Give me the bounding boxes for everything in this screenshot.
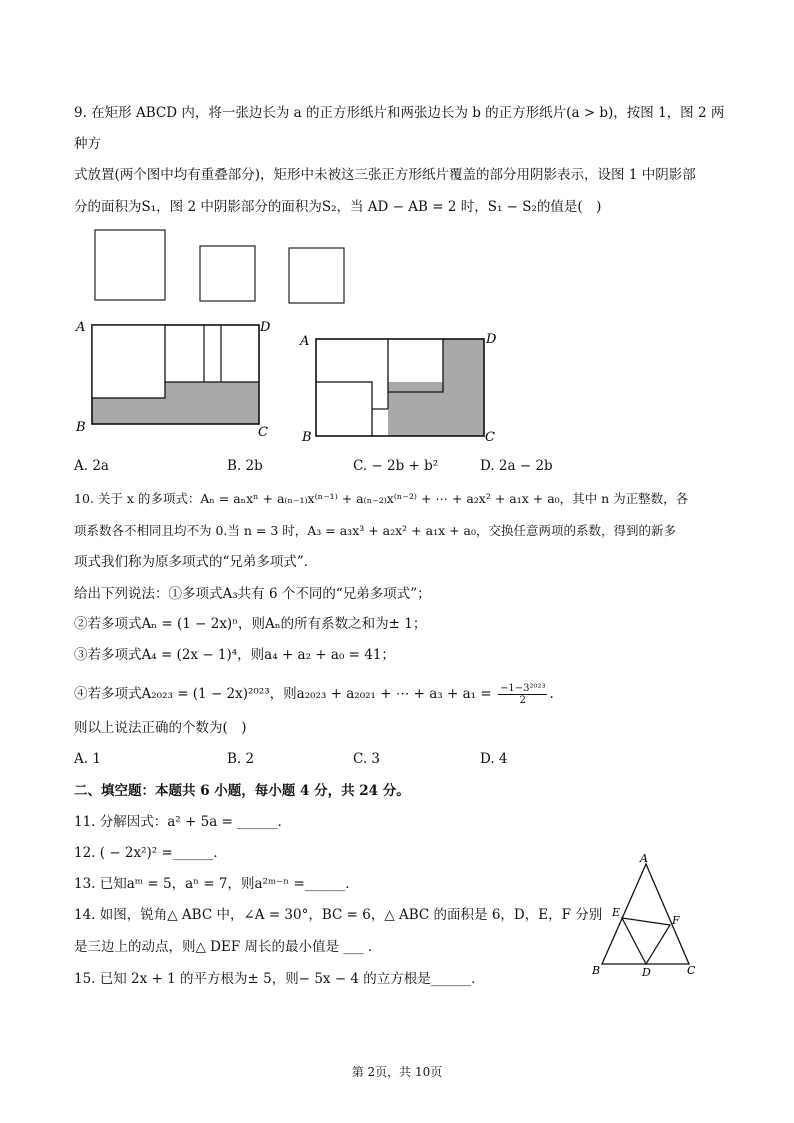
square-b-1 — [200, 246, 255, 301]
section-2-heading: 二、填空题：本题共 6 小题，每小题 4 分，共 24 分。 — [74, 783, 410, 799]
tri-label-C: C — [687, 964, 696, 977]
q10-line-3: 项式我们称为原多项式的“兄弟多项式”． — [74, 554, 318, 570]
q9-squares-figure — [0, 0, 794, 460]
tri-label-A: A — [640, 852, 648, 865]
fig2-label-B: B — [302, 430, 312, 445]
q10-option-a: A. 1 — [74, 751, 101, 767]
q14-triangle-figure — [585, 852, 705, 980]
q9-figure-2 — [299, 332, 497, 445]
q10-option-d: D. 4 — [480, 751, 508, 767]
fig1-label-C: C — [258, 425, 268, 440]
q9-option-d: D. 2a − 2b — [480, 458, 553, 474]
q10-line-1: 10. 关于 x 的多项式：Aₙ = aₙxⁿ + a₍ₙ₋₁₎x⁽ⁿ⁻¹⁾ + a₍ₙ₋₂₎x⁽ⁿ⁻²⁾ + ⋯ + a₂x² + a₁x + a₀，其中 n 为正整数，各 — [74, 491, 689, 506]
fig2-label-C: C — [485, 430, 495, 445]
fig1-label-A: A — [76, 320, 86, 335]
q15: 15. 已知 2x + 1 的平方根为± 5，则− 5x − 4 的立方根是______． — [74, 971, 485, 987]
fig1-label-B: B — [76, 420, 86, 435]
q9-option-a: A. 2a — [74, 458, 109, 474]
fig2-label-A: A — [300, 334, 310, 349]
square-b-2 — [289, 248, 344, 303]
q10-fraction — [498, 683, 548, 706]
q10-line-4: 给出下列说法：①多项式A₃共有 6 个不同的“兄弟多项式”； — [74, 586, 431, 602]
q10-line-7-end: . — [549, 686, 554, 702]
q9-line-3: 式放置(两个图中均有重叠部分)，矩形中未被这三张正方形纸片覆盖的部分用阴影表示，设图 1 中阴影部 — [74, 167, 696, 183]
q10-line-2: 项系数各不相同且均不为 0.当 n = 3 时，A₃ = a₃x³ + a₂x² + a₁x + a₀，交换任意两项的系数，得到的新多 — [74, 523, 677, 538]
tri-label-B: B — [592, 964, 601, 977]
q9-option-b: B. 2b — [227, 458, 263, 474]
triangle-def — [622, 918, 670, 964]
q14-line-1: 14. 如图，锐角△ ABC 中，∠A = 30°，BC = 6，△ ABC 的面积是 6，D，E，F 分别 — [74, 907, 603, 923]
q11: 11. 分解因式：a² + 5a = ______． — [74, 814, 292, 830]
q10-line-6: ③若多项式A₄ = (2x − 1)⁴，则a₄ + a₂ + a₀ = 41； — [74, 647, 395, 663]
q10-option-c: C. 3 — [353, 751, 381, 767]
q12: 12. ( − 2x²)² =______． — [74, 845, 227, 861]
q14-line-2: 是三边上的动点，则△ DEF 周长的最小值是 ___ ． — [74, 939, 382, 955]
fig1-label-D: D — [260, 320, 271, 335]
fig1-square-a — [92, 325, 165, 398]
q9-line-2: 种方 — [74, 136, 101, 152]
square-a — [95, 230, 165, 300]
tri-label-D: D — [642, 966, 651, 979]
q9-line-1: 9. 在矩形 ABCD 内，将一张边长为 a 的正方形纸片和两张边长为 b 的正方形纸片(a > b)，按图 1，图 2 两 — [74, 105, 725, 121]
q9-line-4: 分的面积为S₁，图 2 中阴影部分的面积为S₂，当 AD − AB = 2 时，S₁ − S₂的值是( ) — [74, 199, 602, 215]
q9-option-c: C. − 2b + b² — [353, 458, 439, 474]
tri-label-E: E — [612, 906, 621, 919]
q10-fraction-numerator: −1−3²⁰²³ — [499, 683, 546, 694]
q10-line-7 — [74, 683, 554, 706]
page-footer: 第 2页，共 10页 — [351, 1065, 443, 1079]
q10-line-8: 则以上说法正确的个数为( ) — [74, 720, 247, 736]
tri-label-F: F — [672, 914, 680, 927]
q10-line-7-text: ④若多项式A₂₀₂₃ = (1 − 2x)²⁰²³，则a₂₀₂₃ + a₂₀₂₁ + ⋯ + a₃ + a₁ = — [74, 686, 492, 702]
q10-option-b: B. 2 — [227, 751, 255, 767]
fig2-label-D: D — [486, 332, 497, 347]
q10-line-5: ②若多项式Aₙ = (1 − 2x)ⁿ，则Aₙ的所有系数之和为± 1； — [74, 616, 427, 632]
q10-fraction-denominator: 2 — [519, 695, 526, 706]
q9-figure-1 — [75, 320, 271, 440]
q13: 13. 已知aᵐ = 5，aⁿ = 7，则a²ᵐ⁻ⁿ =______． — [74, 876, 359, 892]
